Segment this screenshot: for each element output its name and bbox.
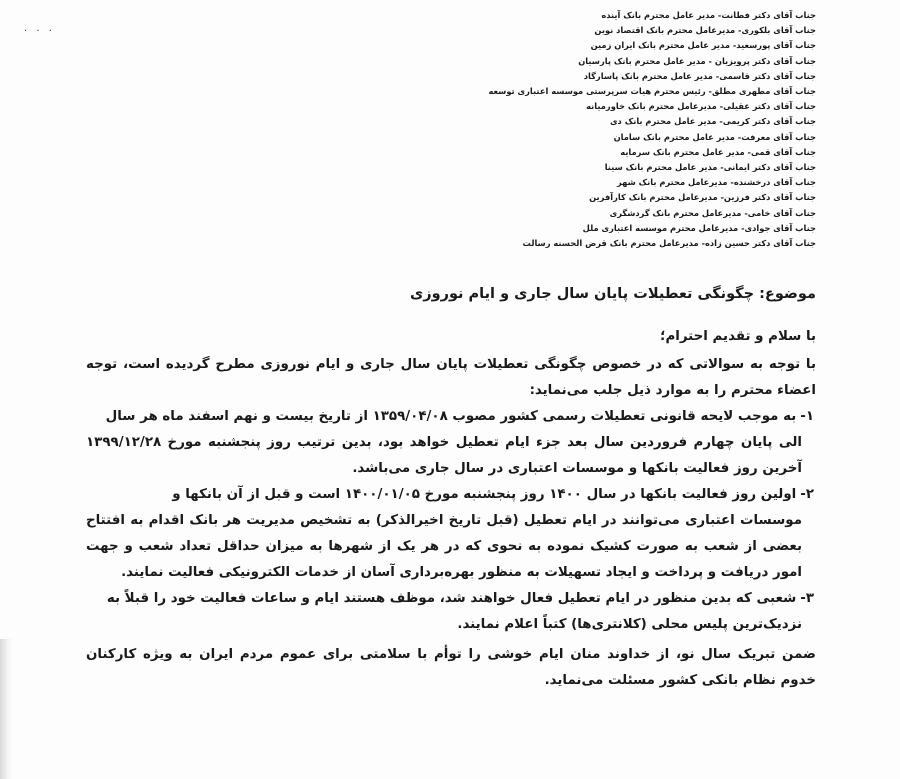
numbered-item	[86, 586, 816, 638]
scan-dots: · · ·	[24, 26, 55, 37]
item-text-first: شعبی که بدین منظور در ایام تعطیل فعال خواهند شد، موظف هستند ایام و ساعات فعالیت خود را قبلاً به	[106, 591, 797, 606]
recipient-line: جناب آقای معرفت- مدیر عامل محترم بانک سامان	[613, 131, 816, 142]
recipient-line: جناب آقای دکتر قاسمی- مدیر عامل محترم بانک پاسارگاد	[583, 70, 816, 81]
recipient-line: جناب آقای قمی- مدیر عامل محترم بانک سرمایه	[620, 146, 816, 157]
item-number: ۲-	[800, 487, 814, 502]
recipient-list	[486, 8, 816, 251]
item-number: ۳-	[800, 591, 814, 606]
letter-body	[86, 324, 816, 694]
recipient-line: جناب آقای درخشنده- مدیرعامل محترم بانک شهر	[616, 177, 816, 188]
recipient-line: جناب آقای جوادی- مدیرعامل محترم موسسه اعتباری ملل	[582, 222, 816, 233]
recipient-line: جناب آقای خامی- مدیرعامل محترم بانک گردشگری	[609, 207, 816, 218]
item-text-first: اولین روز فعالیت بانکها در سال ۱۴۰۰ روز پنجشنبه مورخ ۱۴۰۰/۰۱/۰۵ است و قبل از آن بانکها و	[172, 487, 797, 502]
numbered-item	[86, 482, 816, 586]
item-text-first: به موجب لایحه قانونی تعطیلات رسمی کشور مصوب ۱۳۵۹/۰۴/۰۸ از تاریخ بیست و نهم اسفند ماه هر سال	[105, 409, 797, 424]
item-number: ۱-	[800, 409, 814, 424]
letter-subject: موضوع: چگونگی تعطیلات پایان سال جاری و ایام نوروزی	[409, 286, 816, 302]
recipient-line: جناب آقای بلکوری- مدیرعامل محترم بانک اقتصاد نوین	[594, 25, 816, 36]
recipient-line: جناب آقای مطهری مطلق- رئیس محترم هیات سرپرستی موسسه اعتباری توسعه	[488, 86, 816, 97]
intro-paragraph: با توجه به سوالاتی که در خصوص چگونگی تعطیلات پایان سال جاری و ایام نوروزی مطرح گردیده است، توجه اعضاء محترم را به موارد ذیل جلب می‌نماید:	[86, 357, 816, 398]
recipient-line: جناب آقای دکتر کریمی- مدیر عامل محترم بانک دی	[609, 116, 816, 127]
closing-paragraph: ضمن تبریک سال نو، از خداوند منان ایام خوشی را توأم با سلامتی برای عموم مردم ایران به ویژه کارکنان خدوم نظام بانکی کشور مسئلت می‌نماید.	[86, 647, 816, 688]
recipient-line: جناب آقای دکتر ایمانی- مدیر عامل محترم بانک سینا	[604, 162, 816, 173]
salutation: با سلام و تقدیم احترام؛	[660, 329, 816, 344]
recipient-line: جناب آقای دکتر عقیلی- مدیرعامل محترم بانک خاورمیانه	[586, 101, 816, 112]
numbered-item	[86, 404, 816, 482]
item-text-rest: نزدیک‌ترین پلیس محلی (کلانتری‌ها) کتباً اعلام نمایند.	[457, 617, 802, 632]
item-text-rest: موسسات اعتباری می‌توانند در ایام تعطیل (قبل تاریخ اخیرالذکر) به تشخیص مدیریت هر بانک اقدام به افتتاح بعضی از شعب به صورت کشیک نموده به نحوی که در هر یک از شهرها به میزان حداقل تعداد شعب و جهت امور دریافت و پرداخت و ایجاد تسهیلات به منظور بهره‌برداری آسان از خدمات الکترونیکی فعالیت نمایند.	[86, 513, 802, 580]
recipient-line: جناب آقای دکتر فرزین- مدیرعامل محترم بانک کارآفرین	[589, 192, 816, 203]
scan-shadow-edge	[0, 639, 12, 779]
item-text-rest: الی پایان چهارم فروردین سال بعد جزء ایام تعطیل خواهد بود، بدین ترتیب روز پنجشنبه مورخ ۱۳۹۹/۱۲/۲۸ آخرین روز فعالیت بانکها و موسسات اعتباری در سال جاری می‌باشد.	[86, 435, 802, 476]
recipient-line: جناب آقای دکتر پرویزیان - مدیر عامل محترم بانک پارسیان	[578, 55, 816, 66]
recipient-line: جناب آقای دکتر فطانت- مدیر عامل محترم بانک آینده	[601, 10, 816, 20]
recipient-line: جناب آقای دکتر حسین زاده- مدیرعامل محترم بانک قرض الحسنه رسالت	[522, 238, 816, 249]
recipient-line: جناب آقای پورسعید- مدیر عامل محترم بانک ایران زمین	[590, 40, 816, 51]
